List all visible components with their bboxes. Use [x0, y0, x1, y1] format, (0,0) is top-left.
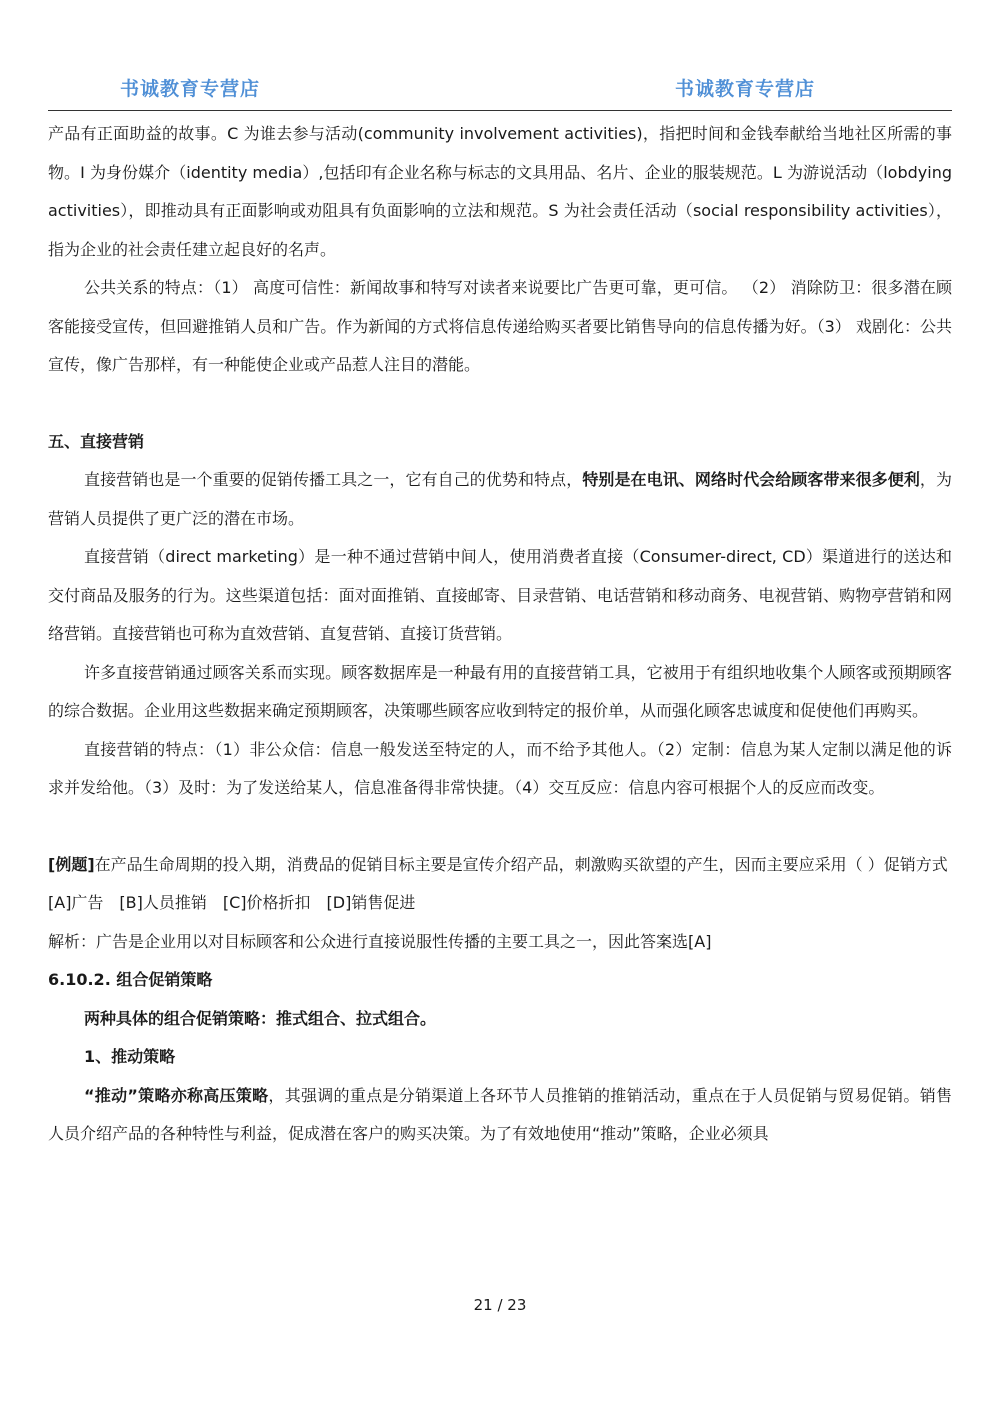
- header-store-name-right: 书诚教育专营店: [675, 78, 816, 100]
- intro-text: 直接营销也是一个重要的促销传播工具之一，它有自己的优势和特点，: [84, 470, 583, 489]
- push-text: ，其强调的重点是分销渠道上各环节人员推销的推销活动，重点在于人员促销与贸易促销。销售人员介绍产品的各种特性与利益，促成潜在客户的购买决策。为了有效地使用“推动”策略，企业必须具: [48, 1085, 952, 1143]
- example-question: [48, 846, 952, 885]
- header-store-name-left: 书诚教育专营店: [120, 78, 261, 100]
- section-title-direct-marketing: 五、直接营销: [48, 431, 145, 451]
- intro-emphasis: 特别是在电讯、网络时代会给顾客带来很多便利: [582, 470, 920, 489]
- paragraph-direct-marketing-definition: 直接营销（direct marketing）是一种不通过营销中间人，使用消费者直接（Consumer-direct, CD）渠道进行的送达和交付商品及服务的行为。这些渠道包括：面对面推销、直接邮寄、目录营销、电话营销和移动商务、电视营销、购物亭营销和网络营销。直接营销也可称为直效营销、直复营销、直接订货营销。: [48, 547, 952, 643]
- example-text: 在产品生命周期的投入期，消费品的促销目标主要是宣传介绍产品，刺激购买欲望的产生，因而主要应采用（ ）促销方式: [94, 854, 948, 874]
- page-number: 21 / 23: [473, 1296, 527, 1314]
- page-header: [48, 70, 952, 111]
- combo-strategy-line: 两种具体的组合促销策略：推式组合、拉式组合。: [84, 1008, 437, 1028]
- paragraph-pr-features: 公共关系的特点：（1） 高度可信性：新闻故事和特写对读者来说要比广告更可靠，更可信。 （2） 消除防卫：很多潜在顾客能接受宣传，但回避推销人员和广告。作为新闻的方式将信息传递给购买者要比销售导向的信息传播为好。（3） 戏剧化：公共宣传，像广告那样，有一种能使企业或产品惹人注目的潜能。: [48, 278, 952, 374]
- example-options: [A]广告 [B]人员推销 [C]价格折扣 [D]销售促进: [48, 893, 416, 912]
- paragraph-direct-marketing-features: 直接营销的特点：（1）非公众信：信息一般发送至特定的人，而不给予其他人。（2）定制：信息为某人定制以满足他的诉求并发给他。（3）及时：为了发送给某人，信息准备得非常快捷。（4）交互反应：信息内容可根据个人的反应而改变。: [48, 739, 952, 797]
- push-strategy-title: 1、推动策略: [84, 1047, 176, 1066]
- section-title-combo-strategy: 6.10.2. 组合促销策略: [48, 970, 213, 989]
- paragraph-direct-marketing-intro: [48, 461, 952, 538]
- paragraph-pr-media: 产品有正面助益的故事。C 为谁去参与活动(community involvement activities)，指把时间和金钱奉献给当地社区所需的事物。I 为身份媒介（identity media）,包括印有企业名称与标志的文具用品、名片、企业的服装规范。L 为游说活动（lobdying activities），即推动具有正面影响或劝阻具有负面影响的立法和规范。S 为社会责任活动（social responsibility activities），指为企业的社会责任建立起良好的名声。: [48, 124, 952, 259]
- push-emphasis: “推动”策略亦称高压策略: [84, 1085, 269, 1105]
- intro-text-end: ，为营销人员提供了更广泛的潜在市场。: [48, 470, 952, 528]
- example-tag: [例题]: [48, 854, 95, 874]
- paragraph-push-strategy: [48, 1077, 952, 1154]
- paragraph-customer-database: 许多直接营销通过顾客关系而实现。顾客数据库是一种最有用的直接营销工具，它被用于有组织地收集个人顾客或预期顾客的综合数据。企业用这些数据来确定预期顾客，决策哪些顾客应收到特定的报价单，从而强化顾客忠诚度和促使他们再购买。: [48, 662, 952, 720]
- document-body: [48, 115, 952, 1154]
- example-analysis: 解析：广告是企业用以对目标顾客和公众进行直接说服性传播的主要工具之一，因此答案选[A]: [48, 931, 712, 951]
